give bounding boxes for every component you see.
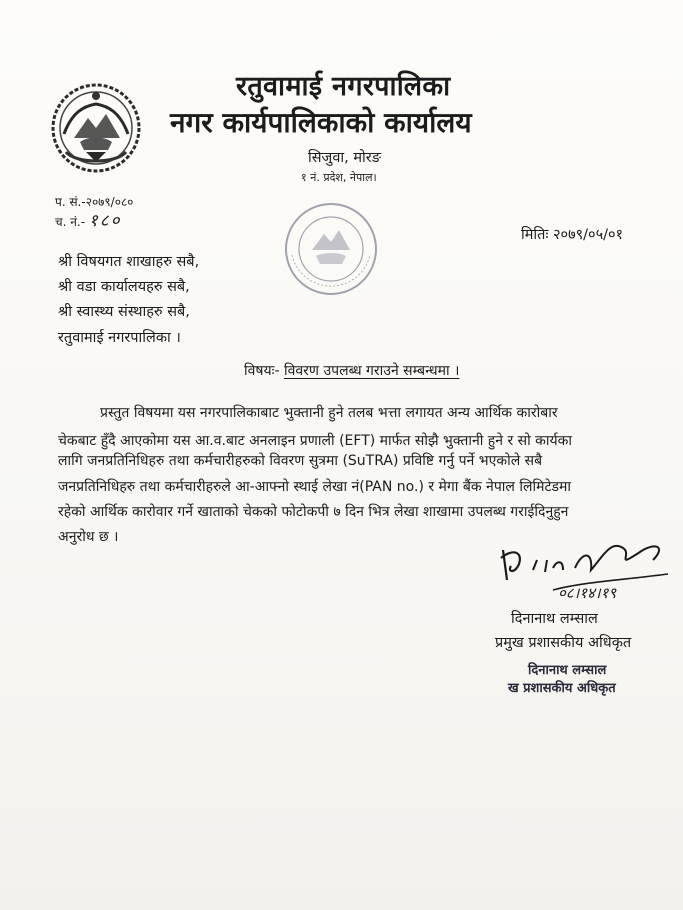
body-text-line: अनुरोध छ । — [58, 529, 119, 545]
office-seal-stamp — [282, 200, 380, 298]
office-location: सिजुवा, मोरङ — [308, 150, 381, 166]
addressee-line: श्री वडा कार्यालयहरु सबै, — [58, 279, 190, 295]
letter-number-value: २०७९/०८० — [85, 195, 134, 209]
subject-label: विषयः- — [244, 363, 280, 379]
signature-date: ०८।१४।१९ — [558, 584, 617, 602]
signatory-title: प्रमुख प्रशासकीय अधिकृत — [495, 635, 632, 651]
dispatch-number — [55, 208, 121, 231]
body-text-line: रहेको आर्थिक कारोवार गर्ने खाताको चेकको फोटोकपी ७ दिन भित्र लेखा शाखामा उपलब्ध गराईदिनुहुन — [58, 504, 569, 520]
handwritten-signature — [493, 530, 678, 605]
signatory-name: दिनानाथ लम्साल — [511, 611, 598, 627]
province-line: १ नं. प्रदेश, नेपाल। — [301, 171, 377, 184]
body-text-line: प्रस्तुत विषयमा यस नगरपालिकाबाट भुक्तानी हुने तलब भत्ता लगायत अन्य आर्थिक कारोबार — [100, 405, 558, 421]
letter-date: मितिः २०७९/०५/०१ — [521, 227, 624, 243]
subject-line — [244, 361, 459, 380]
body-text-line: चेकबाट हुँदै आएकोमा यस आ.व.बाट अनलाइन प्रणाली (EFT) मार्फत सोझै भुक्तानी हुने र सो कार्यका — [58, 433, 573, 449]
nepal-emblem-logo — [50, 82, 142, 174]
title-stamp: ख प्रशासकीय अधिकृत — [508, 681, 616, 696]
dispatch-number-label: च. नं.- — [55, 215, 86, 229]
municipality-name: रतुवामाई नगरपालिका — [236, 71, 451, 102]
dispatch-number-value: १८० — [88, 211, 122, 231]
office-name: नगर कार्यपालिकाको कार्यालय — [170, 106, 472, 139]
body-text-line: जनप्रतिनिधिहरु तथा कर्मचारीहरुले आ-आफ्नो स्थाई लेखा नं(PAN no.) र मेगा बैंक नेपाल लिमिटेडमा — [58, 479, 572, 495]
body-text-line: लागि जनप्रतिनिधिहरु तथा कर्मचारीहरुको विवरण सुत्रमा (SuTRA) प्रविष्टि गर्नु पर्ने भएकोले सबै — [58, 453, 543, 469]
addressee-line: रतुवामाई नगरपालिका । — [58, 330, 181, 346]
addressee-line: श्री स्वास्थ्य संस्थाहरु सबै, — [58, 304, 190, 320]
subject-text: विवरण उपलब्ध गराउने सम्बन्धमा । — [283, 363, 460, 379]
name-stamp: दिनानाथ लम्साल — [528, 663, 607, 678]
addressee-line: श्री विषयगत शाखाहरु सबै, — [58, 254, 200, 270]
letter-number-label: प. सं.- — [55, 195, 86, 209]
